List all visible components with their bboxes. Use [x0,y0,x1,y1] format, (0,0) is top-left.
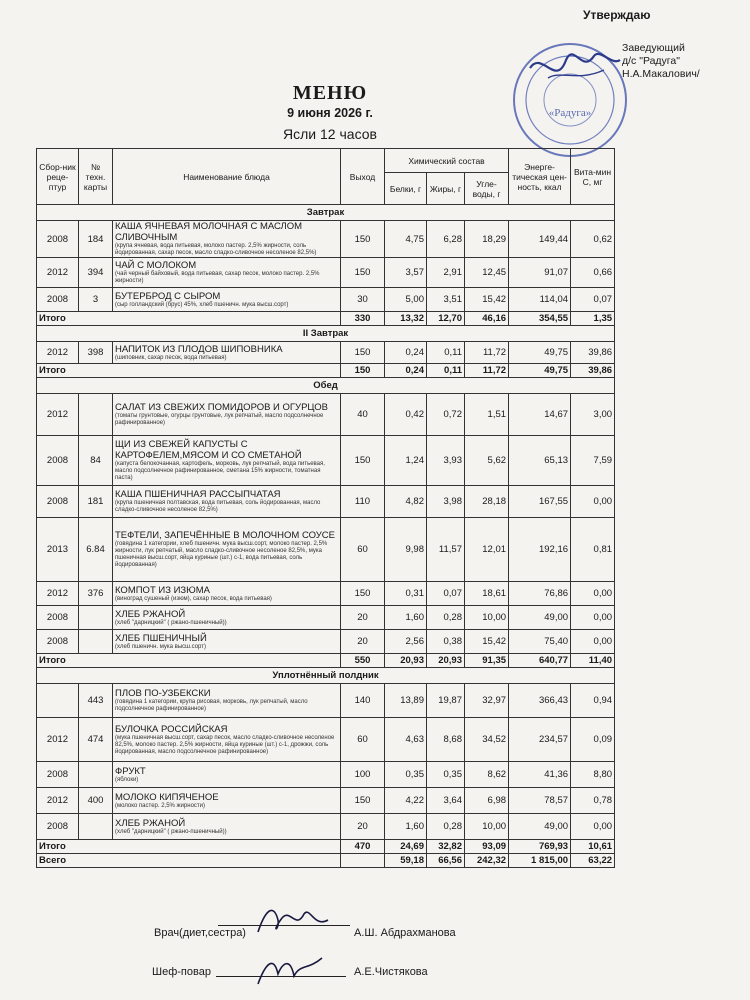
recipe-cell: 2008 [37,486,79,518]
total-row [37,654,615,668]
vitamin-cell: 0,00 [571,630,615,654]
recipe-cell: 2008 [37,288,79,312]
total-output: 150 [341,364,385,378]
total-fat: 12,70 [427,312,465,326]
carbs-cell: 8,62 [465,762,509,788]
carbs-cell: 15,42 [465,630,509,654]
total-protein: 24,69 [385,840,427,854]
vitamin-cell: 8,80 [571,762,615,788]
menu-group: Ясли 12 часов [283,126,377,142]
protein-cell: 3,57 [385,258,427,288]
tech-cell [79,814,113,840]
section-title: Завтрак [37,205,615,221]
protein-cell: 4,63 [385,718,427,762]
fat-cell: 0,07 [427,582,465,606]
fat-cell: 0,72 [427,394,465,436]
dish-composition: (хлеб "дарницкий" ( ржано-пшеничный)) [115,619,227,626]
total-output: 330 [341,312,385,326]
dish-composition: (сыр голландский (брус) 45%, хлеб пшеничн. мука высш.сорт) [115,301,289,308]
fat-cell: 2,91 [427,258,465,288]
protein-cell: 5,00 [385,288,427,312]
total-output: 550 [341,654,385,668]
protein-cell: 0,35 [385,762,427,788]
total-energy: 49,75 [509,364,571,378]
tech-cell: 84 [79,436,113,486]
output-cell: 40 [341,394,385,436]
protein-cell: 4,82 [385,486,427,518]
total-protein: 13,32 [385,312,427,326]
total-carbs: 11,72 [465,364,509,378]
grand-total-protein: 59,18 [385,854,427,868]
carbs-cell: 28,18 [465,486,509,518]
vitamin-cell: 0,00 [571,606,615,630]
table-row [37,221,615,258]
dish-name: НАПИТОК ИЗ ПЛОДОВ ШИПОВНИКА [115,343,283,355]
dish-cell [113,762,341,788]
energy-cell: 41,36 [509,762,571,788]
table-row [37,630,615,654]
carbs-cell: 12,01 [465,518,509,582]
recipe-cell: 2008 [37,814,79,840]
vitamin-cell: 3,00 [571,394,615,436]
col-name: Наименование блюда [113,149,341,205]
col-output: Выход [341,149,385,205]
carbs-cell: 10,00 [465,814,509,840]
dish-cell [113,342,341,364]
tech-cell: 184 [79,221,113,258]
output-cell: 20 [341,606,385,630]
protein-cell: 4,75 [385,221,427,258]
tech-cell: 443 [79,684,113,718]
fat-cell: 0,28 [427,606,465,630]
dish-name: БУТЕРБРОД С СЫРОМ [115,290,221,302]
dish-composition: (чай черный байховый, вода питьевая, сахар песок, молоко пастер. 2,5% жирности) [115,271,320,284]
output-cell: 100 [341,762,385,788]
col-vitamin: Вита-мин С, мг [571,149,615,205]
vitamin-cell: 0,07 [571,288,615,312]
total-protein: 0,24 [385,364,427,378]
fat-cell: 3,51 [427,288,465,312]
protein-cell: 1,60 [385,606,427,630]
dish-name: ПЛОВ ПО-УЗБЕКСКИ [115,688,211,699]
total-row [37,840,615,854]
fat-cell: 6,28 [427,221,465,258]
total-energy: 769,93 [509,840,571,854]
tech-cell: 394 [79,258,113,288]
fat-cell: 0,11 [427,342,465,364]
energy-cell: 78,57 [509,788,571,814]
total-carbs: 91,35 [465,654,509,668]
carbs-cell: 18,29 [465,221,509,258]
chef-role: Шеф-повар [152,966,211,978]
recipe-cell: 2012 [37,718,79,762]
vitamin-cell: 0,09 [571,718,615,762]
output-cell: 150 [341,582,385,606]
total-fat: 20,93 [427,654,465,668]
tech-cell [79,630,113,654]
table-row [37,582,615,606]
table-row [37,518,615,582]
table-row [37,684,615,718]
carbs-cell: 6,98 [465,788,509,814]
vitamin-cell: 39,86 [571,342,615,364]
tech-cell: 398 [79,342,113,364]
dish-name: ХЛЕБ РЖАНОЙ [115,608,186,620]
protein-cell: 0,31 [385,582,427,606]
protein-cell: 4,22 [385,788,427,814]
energy-cell: 149,44 [509,221,571,258]
tech-cell: 181 [79,486,113,518]
recipe-cell: 2008 [37,221,79,258]
recipe-cell: 2012 [37,788,79,814]
dish-cell [113,718,341,762]
total-output: 470 [341,840,385,854]
recipe-cell: 2008 [37,762,79,788]
energy-cell: 234,57 [509,718,571,762]
grand-total-output [341,854,385,868]
carbs-cell: 11,72 [465,342,509,364]
fat-cell: 0,35 [427,762,465,788]
tech-cell: 6.84 [79,518,113,582]
vitamin-cell: 0,00 [571,582,615,606]
dish-name: КАША ЯЧНЕВАЯ МОЛОЧНАЯ С МАСЛОМ СЛИВОЧНЫМ [115,221,303,243]
dish-name: ХЛЕБ РЖАНОЙ [115,817,186,829]
dish-cell [113,436,341,486]
table-row [37,814,615,840]
fat-cell: 3,93 [427,436,465,486]
protein-cell: 13,89 [385,684,427,718]
dish-composition: (виноград сушеный (изюм), сахар песок, вода питьевая) [115,595,272,602]
dish-name: САЛАТ ИЗ СВЕЖИХ ПОМИДОРОВ И ОГУРЦОВ [115,402,328,413]
recipe-cell: 2013 [37,518,79,582]
dish-name: ЧАЙ С МОЛОКОМ [115,260,197,271]
total-energy: 640,77 [509,654,571,668]
total-row [37,364,615,378]
vitamin-cell: 0,62 [571,221,615,258]
grand-total-row [37,854,615,868]
fat-cell: 8,68 [427,718,465,762]
dish-composition: (крупа пшеничная полтавская, вода питьевая, соль йодированная, масло сладко-сливочное несоленое 82,5%) [115,500,321,513]
vitamin-cell: 0,00 [571,486,615,518]
dish-name: КАША ПШЕНИЧНАЯ РАССЫПЧАТАЯ [115,489,281,500]
section-header [37,668,615,684]
grand-total-carbs: 242,32 [465,854,509,868]
total-label: Итого [37,654,341,668]
dish-composition: (хлеб "дарницкий" ( ржано-пшеничный)) [115,828,227,835]
tech-cell [79,606,113,630]
output-cell: 60 [341,518,385,582]
tech-cell: 474 [79,718,113,762]
recipe-cell: 2012 [37,394,79,436]
dish-composition: (яблоки) [115,776,139,783]
dish-name: КОМПОТ ИЗ ИЗЮМА [115,584,211,596]
dish-cell [113,221,341,258]
table-row [37,606,615,630]
dish-name: ТЕФТЕЛИ, ЗАПЕЧЁННЫЕ В МОЛОЧНОМ СОУСЕ [115,530,336,541]
dish-name: БУЛОЧКА РОССИЙСКАЯ [115,723,228,735]
tech-cell: 376 [79,582,113,606]
protein-cell: 1,24 [385,436,427,486]
energy-cell: 167,55 [509,486,571,518]
total-vitamin: 10,61 [571,840,615,854]
recipe-cell: 2012 [37,342,79,364]
energy-cell: 114,04 [509,288,571,312]
output-cell: 150 [341,221,385,258]
dish-composition: (говядина 1 категории, хлеб пшеничн. мука высш.сорт, молоко пастер. 2,5% жирности, лук репчатый, масло сладко-сливочное несоленое 82,5%, мука пшеничная высш.сорт, яйца куриные (шт.) с-1, вода питьевая, соль йодированная) [115,541,328,568]
recipe-cell: 2012 [37,258,79,288]
total-carbs: 93,09 [465,840,509,854]
table-row [37,486,615,518]
table-row [37,288,615,312]
section-header [37,378,615,394]
tech-cell [79,394,113,436]
total-carbs: 46,16 [465,312,509,326]
chef-name: А.Е.Чистякова [354,966,428,978]
dish-composition: (мука пшеничная высш.сорт, сахар песок, масло сладко-сливочное несоленое 82,5%, молоко пастер. 2,5% жирности, яйца куриные (шт.) с-1, дрожжи, соль йодированная, масло подсолнечное рафинированное) [115,734,335,755]
dish-cell [113,258,341,288]
total-row [37,312,615,326]
table-row [37,436,615,486]
energy-cell: 14,67 [509,394,571,436]
total-vitamin: 39,86 [571,364,615,378]
carbs-cell: 5,62 [465,436,509,486]
table-row [37,788,615,814]
fat-cell: 3,64 [427,788,465,814]
approver-name: Н.А.Макалович/ [622,68,700,80]
section-title: Уплотнённый полдник [37,668,615,684]
col-protein: Белки, г [385,173,427,205]
dish-cell [113,486,341,518]
recipe-cell: 2008 [37,630,79,654]
col-chem: Химический состав [385,149,509,173]
dish-composition: (крупа ячневая, вода питьевая, молоко пастер. 2,5% жирности, соль йодированная, сахар песок, масло сладко-сливочное несоленое 82,5%) [115,243,317,256]
section-title: II Завтрак [37,326,615,342]
table-row [37,342,615,364]
energy-cell: 49,75 [509,342,571,364]
total-label: Итого [37,364,341,378]
col-carbs: Угле-воды, г [465,173,509,205]
vitamin-cell: 0,66 [571,258,615,288]
dish-name: МОЛОКО КИПЯЧЕНОЕ [115,791,219,803]
recipe-cell: 2008 [37,606,79,630]
table-row [37,718,615,762]
fat-cell: 3,98 [427,486,465,518]
total-label: Итого [37,840,341,854]
protein-cell: 0,42 [385,394,427,436]
approver-block [622,42,700,81]
carbs-cell: 32,97 [465,684,509,718]
total-label: Итого [37,312,341,326]
protein-cell: 0,24 [385,342,427,364]
dish-name: ЩИ ИЗ СВЕЖЕЙ КАПУСТЫ С КАРТОФЕЛЕМ,МЯСОМ И СО СМЕТАНОЙ [115,439,302,461]
fat-cell: 0,38 [427,630,465,654]
stamp-center-text: «Радуга» [548,107,592,119]
grand-total-vitamin: 63,22 [571,854,615,868]
section-title: Обед [37,378,615,394]
col-tech: № техн. карты [79,149,113,205]
vitamin-cell: 7,59 [571,436,615,486]
table-row [37,394,615,436]
vitamin-cell: 0,94 [571,684,615,718]
tech-cell [79,762,113,788]
output-cell: 150 [341,436,385,486]
output-cell: 150 [341,342,385,364]
output-cell: 20 [341,814,385,840]
table-row [37,258,615,288]
total-fat: 0,11 [427,364,465,378]
energy-cell: 49,00 [509,606,571,630]
energy-cell: 91,07 [509,258,571,288]
total-fat: 32,82 [427,840,465,854]
total-vitamin: 1,35 [571,312,615,326]
dish-composition: (говядина 1 категории, крупа рисовая, морковь, лук репчатый, масло подсолнечное рафинированное) [115,699,308,712]
energy-cell: 65,13 [509,436,571,486]
dish-composition: (капуста белокочанная, картофель, морковь, лук репчатый, вода питьевая, масло подсолнечное рафинированное, сметана 15% жирности, томатная паста) [115,461,325,481]
output-cell: 60 [341,718,385,762]
dish-composition: (томаты грунтовые, огурцы грунтовые, лук репчатый, масло подсолнечное рафинированное) [115,413,324,426]
total-energy: 354,55 [509,312,571,326]
dish-name: ФРУКТ [115,765,146,777]
dish-cell [113,814,341,840]
dish-cell [113,288,341,312]
menu-body [37,205,615,868]
doctor-role: Врач(диет,сестра) [154,927,246,939]
section-header [37,205,615,221]
protein-cell: 9,98 [385,518,427,582]
output-cell: 20 [341,630,385,654]
page-title: МЕНЮ [292,82,368,104]
energy-cell: 49,00 [509,814,571,840]
col-fat: Жиры, г [427,173,465,205]
fat-cell: 0,28 [427,814,465,840]
output-cell: 150 [341,788,385,814]
doctor-name: А.Ш. Абдрахманова [354,927,456,939]
output-cell: 150 [341,258,385,288]
fat-cell: 11,57 [427,518,465,582]
grand-total-energy: 1 815,00 [509,854,571,868]
recipe-cell: 2008 [37,436,79,486]
approve-label: Утверждаю [583,8,651,22]
section-header [37,326,615,342]
carbs-cell: 10,00 [465,606,509,630]
vitamin-cell: 0,81 [571,518,615,582]
protein-cell: 1,60 [385,814,427,840]
vitamin-cell: 0,00 [571,814,615,840]
table-row [37,762,615,788]
carbs-cell: 12,45 [465,258,509,288]
dish-name: ХЛЕБ ПШЕНИЧНЫЙ [115,632,207,644]
energy-cell: 75,40 [509,630,571,654]
dish-composition: (молоко пастер. 2,5% жирности) [115,802,205,809]
col-energy: Энерге-тическая цен-ность, ккал [509,149,571,205]
menu-table [36,148,615,868]
energy-cell: 76,86 [509,582,571,606]
energy-cell: 192,16 [509,518,571,582]
fat-cell: 19,87 [427,684,465,718]
total-protein: 20,93 [385,654,427,668]
dish-cell [113,518,341,582]
dish-cell [113,630,341,654]
output-cell: 30 [341,288,385,312]
dish-cell [113,684,341,718]
carbs-cell: 15,42 [465,288,509,312]
carbs-cell: 1,51 [465,394,509,436]
doctor-signature [252,900,332,940]
dish-cell [113,606,341,630]
dish-cell [113,788,341,814]
dish-cell [113,394,341,436]
recipe-cell [37,684,79,718]
vitamin-cell: 0,78 [571,788,615,814]
dish-composition: (хлеб пшеничн. мука высш.сорт) [115,643,206,650]
chef-signature [250,950,330,990]
carbs-cell: 34,52 [465,718,509,762]
approver-position: Заведующий [622,42,685,54]
protein-cell: 2,56 [385,630,427,654]
approver-org: д/с "Радуга" [622,55,680,67]
dish-composition: (шиповник, сахар песок, вода питьевая) [115,354,227,361]
total-vitamin: 11,40 [571,654,615,668]
menu-date: 9 июня 2026 г. [287,106,373,120]
recipe-cell: 2012 [37,582,79,606]
grand-total-label: Всего [37,854,341,868]
dish-cell [113,582,341,606]
output-cell: 110 [341,486,385,518]
tech-cell: 3 [79,288,113,312]
output-cell: 140 [341,684,385,718]
energy-cell: 366,43 [509,684,571,718]
grand-total-fat: 66,56 [427,854,465,868]
col-recipe: Сбор-ник реце-птур [37,149,79,205]
tech-cell: 400 [79,788,113,814]
carbs-cell: 18,61 [465,582,509,606]
